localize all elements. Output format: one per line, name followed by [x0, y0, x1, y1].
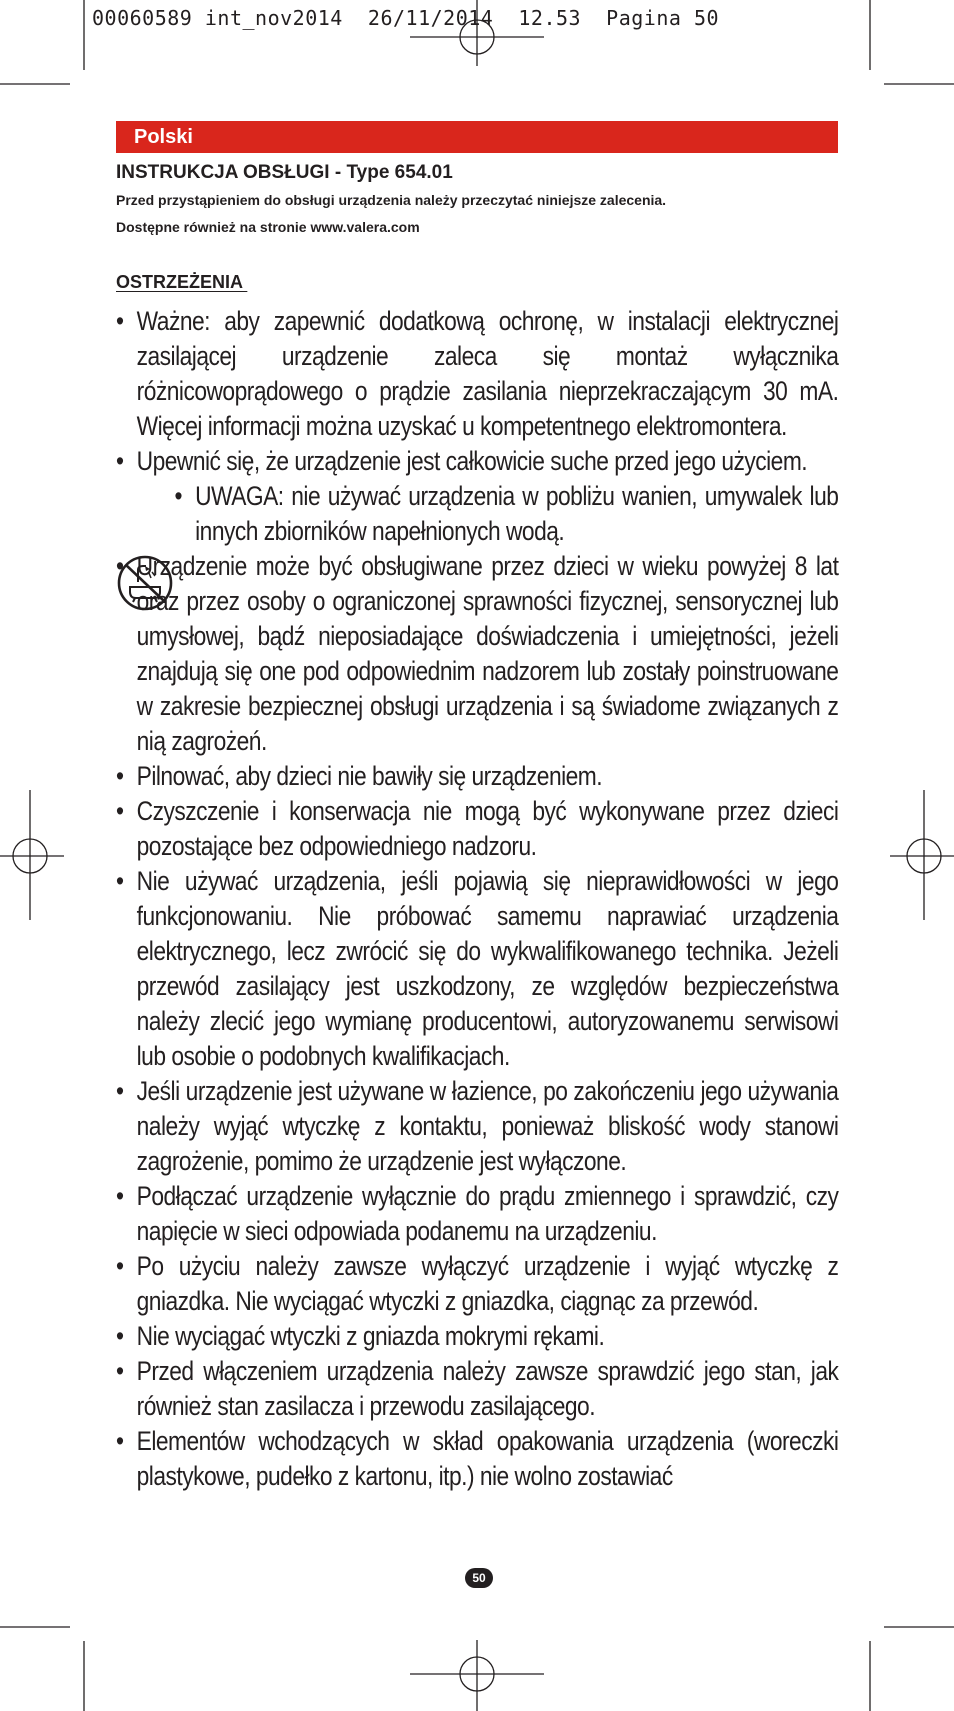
- list-item: • Ważne: aby zapewnić dodatkową ochronę, w instalacji elektrycznej zasilającej urządzenie zaleca się montaż wyłącznika różnicowoprądowego o prądzie zasilania nieprzekraczającym 30 mA. Więcej informacji można uzyskać u kompetentnego elektromontera.: [116, 304, 838, 444]
- list-item: • Jeśli urządzenie jest używane w łazience, po zakończeniu jego używania należy wyjąć wtyczkę z kontaktu, ponieważ bliskość wody stanowi zagrożenie, pomimo że urządzenie jest wyłączone.: [116, 1074, 838, 1179]
- list-item: • Elementów wchodzących w skład opakowania urządzenia (woreczki plastykowe, pudełko z kartonu, itp.) nie wolno zostawiać: [116, 1424, 838, 1494]
- list-item: • Po użyciu należy zawsze wyłączyć urządzenie i wyjąć wtyczkę z gniazdka. Nie wyciągać wtyczki z gniazdka, ciągnąc za przewód.: [116, 1249, 838, 1319]
- list-item: • Pilnować, aby dzieci nie bawiły się urządzeniem.: [116, 759, 838, 794]
- list-item: • Nie używać urządzenia, jeśli pojawią się nieprawidłowości w jego funkcjonowaniu. Nie próbować samemu naprawiać urządzenia elektrycznego, lecz zwrócić się do wykwalifikowanego technika. Jeżeli przewód zasilający jest uszkodzony, ze względów bezpieczeństwa należy zlecić jego wymianę producentowi, autoryzowanemu serwisowi lub osobie o podobnych kwalifikacjach.: [116, 864, 838, 1074]
- list-item: • Upewnić się, że urządzenie jest całkowicie suche przed jego użyciem.: [116, 444, 838, 479]
- list-item: • UWAGA: nie używać urządzenia w pobliżu wanien, umywalek lub innych zbiorników napełnionych wodą.: [116, 479, 838, 549]
- language-banner: [116, 121, 838, 153]
- list-item: • Podłączać urządzenie wyłącznie do prądu zmiennego i sprawdzić, czy napięcie w sieci odpowiada podanemu na urządzeniu.: [116, 1179, 838, 1249]
- list-item: • Urządzenie może być obsługiwane przez dzieci w wieku powyżej 8 lat oraz przez osoby o ograniczonej sprawności fizycznej, sensorycznej lub umysłowej, bądź nieposiadające doświadczenia i umiejętności, jeżeli znajdują się one pod odpowiednim nadzorem lub zostały poinstruowane w zakresie bezpiecznej obsługi urządzenia i są świadome związanych z nią zagrożeń.: [116, 549, 838, 759]
- warnings-heading: OSTRZEŻENIA: [116, 272, 248, 292]
- intro-note: Przed przystąpieniem do obsługi urządzenia należy przeczytać niniejsze zalecenia.: [116, 192, 667, 208]
- document-title: INSTRUKCJA OBSŁUGI - Type 654.01: [116, 162, 453, 183]
- website-note: Dostępne również na stronie www.valera.com: [116, 219, 420, 235]
- print-slug: 00060589 int_nov2014 26/11/2014 12.53 Pagina 50: [92, 6, 720, 30]
- list-item: • Czyszczenie i konserwacja nie mogą być wykonywane przez dzieci pozostające bez odpowiedniego nadzoru.: [116, 794, 838, 864]
- page-number: 50: [465, 1568, 493, 1588]
- list-item: • Nie wyciągać wtyczki z gniazda mokrymi rękami.: [116, 1319, 838, 1354]
- list-item: • Przed włączeniem urządzenia należy zawsze sprawdzić jego stan, jak również stan zasilacza i przewodu zasilającego.: [116, 1354, 838, 1424]
- language-label: Polski: [134, 126, 193, 148]
- warnings-list: [116, 304, 838, 1494]
